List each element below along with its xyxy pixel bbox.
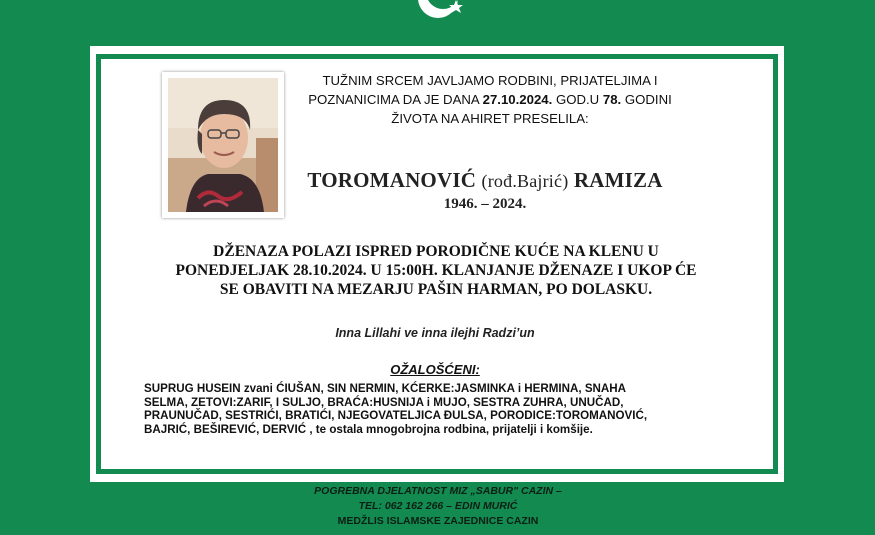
obituary-card — [90, 46, 784, 482]
age: 78. — [602, 92, 622, 107]
prayer-text: Inna Lillahi ve inna ilejhi Radzi’un — [335, 326, 535, 340]
mourners-title: OŽALOŠĆENI: — [390, 362, 480, 377]
funeral-line: SE OBAVITI NA MEZARJU PAŠIN HARMAN, PO DOLASKU. — [219, 281, 653, 298]
funeral-details — [130, 242, 742, 299]
footer-phone: TEL: 062 162 266 – EDIN MURIĆ — [358, 500, 518, 512]
mourners-line: PRAUNUČAD, SESTRIĆI, BRATIĆI, NJEGOVATELJICA ĐULSA, PORODICE:TOROMANOVIĆ, — [144, 409, 648, 423]
funeral-line: DŽENAZA POLAZI ISPRED PORODIČNE KUĆE NA KLENU U — [213, 243, 659, 260]
intro-text: GOD.U — [552, 92, 603, 107]
mourners-line: SUPRUG HUSEIN zvani ĆIUŠAN, SIN NERMIN, KĆERKE:JASMINKA i HERMINA, SNAHA — [144, 382, 627, 395]
announcement-intro — [290, 71, 690, 128]
intro-text: POZNANICIMA DA JE DANA — [308, 92, 483, 107]
deceased-name — [260, 168, 710, 193]
death-date: 27.10.2024. — [482, 92, 553, 107]
intro-line: TUŽNIM SRCEM JAVLJAMO RODBINI, PRIJATELJIMA I — [322, 73, 658, 88]
footer-line: POGREBNA DJELATNOST MIZ „SABUR" CAZIN – — [314, 485, 562, 497]
first-name: RAMIZA — [573, 168, 663, 192]
life-years: 1946. – 2024. — [443, 196, 527, 212]
footer-line: MEDŽLIS ISLAMSKE ZAJEDNICE CAZIN — [337, 515, 539, 527]
maiden-name: (rođ.Bajrić) — [481, 171, 569, 191]
funeral-service-footer — [200, 484, 676, 529]
intro-line: ŽIVOTA NA AHIRET PRESELILA: — [391, 111, 589, 126]
mourners-line: SELMA, ZETOVI:ZARIF, I SULJO, BRAĆA:HUSNIJA i MUJO, SESTRA ZUHRA, UNUČAD, — [144, 395, 624, 409]
intro-text: GODINI — [621, 92, 672, 107]
portrait-photo — [162, 72, 284, 218]
crescent-star-icon — [408, 0, 468, 30]
surname: TOROMANOVIĆ — [307, 168, 477, 192]
mourners-line: BAJRIĆ, BEŠIREVIĆ, DERVIĆ , te ostala mnogobrojna rodbina, prijatelji i komšije. — [144, 422, 593, 436]
funeral-line: PONEDJELJAK 28.10.2024. U 15:00H. KLANJANJE DŽENAZE I UKOP ĆE — [175, 262, 697, 279]
intro-line — [290, 90, 690, 109]
mourners-list — [144, 382, 744, 436]
